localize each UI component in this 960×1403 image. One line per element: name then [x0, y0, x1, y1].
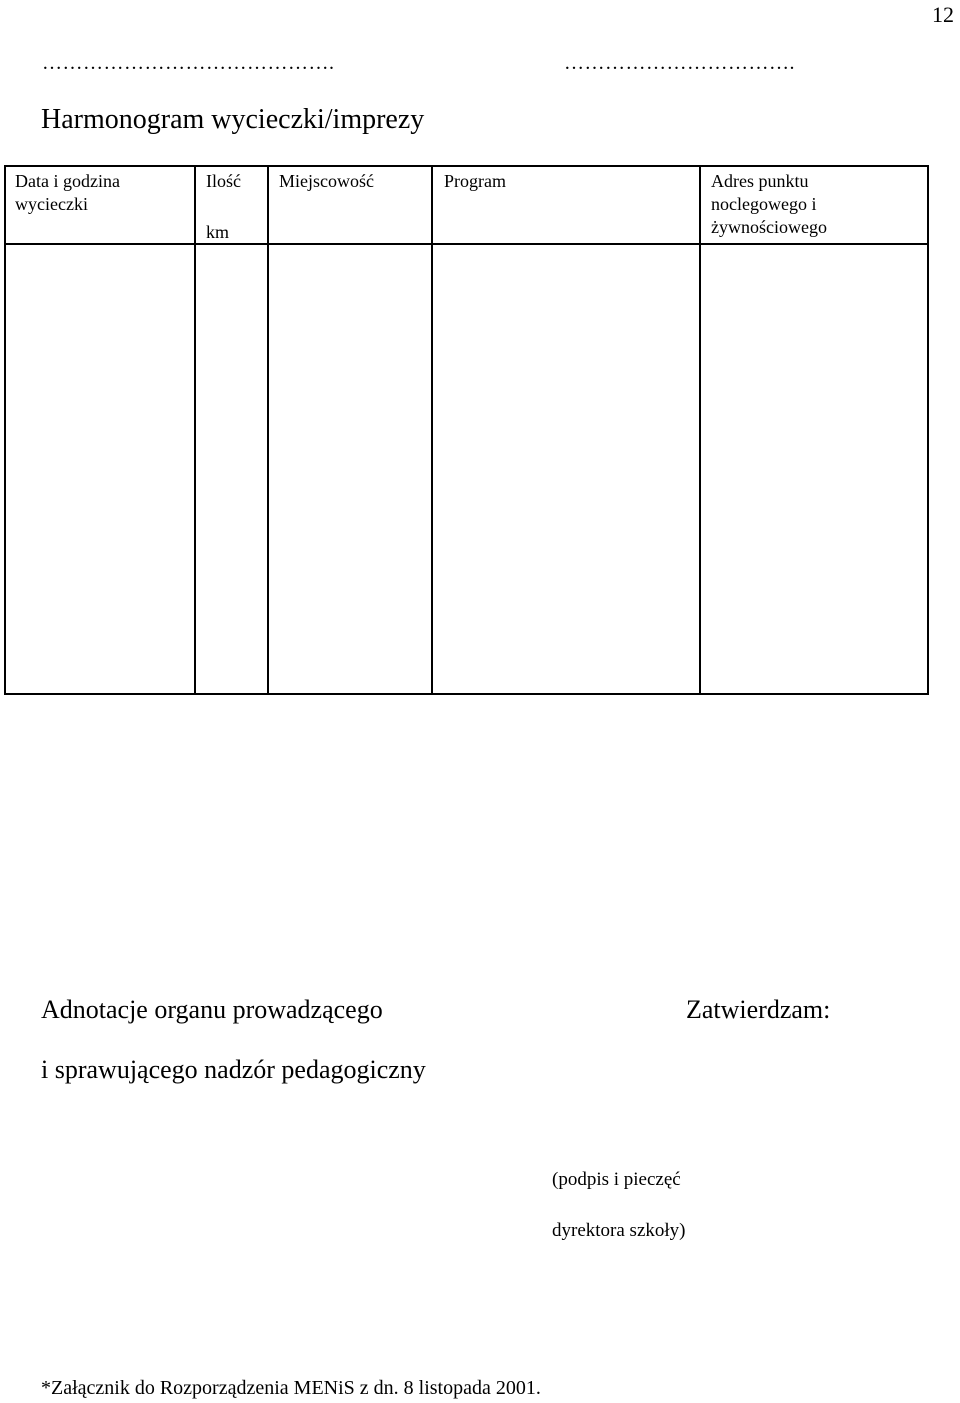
column-header-line: Program	[444, 171, 506, 191]
signature-caption-line2: dyrektora szkoły)	[552, 1220, 686, 1241]
column-header-distance	[206, 170, 241, 244]
table-column-divider	[431, 165, 433, 695]
page-title: Harmonogram wycieczki/imprezy	[41, 104, 425, 135]
column-header-spacer	[206, 193, 241, 221]
dotted-line-left: …………………………………….	[42, 52, 335, 74]
column-header-line: noclegowego i	[711, 194, 817, 214]
column-header-line: Miejscowość	[279, 171, 374, 191]
column-header-address	[711, 170, 827, 239]
signature-caption-line1: (podpis i pieczęć	[552, 1169, 681, 1190]
annotation-label-line2: i sprawującego nadzór pedagogiczny	[41, 1055, 426, 1084]
page-number: 12	[932, 2, 954, 27]
annotation-label-line1: Adnotacje organu prowadzącego	[41, 995, 383, 1024]
dotted-line-right: …………………………….	[564, 52, 795, 74]
column-header-line: żywnościowego	[711, 217, 827, 237]
footnote: *Załącznik do Rozporządzenia MENiS z dn. 8 listopada 2001.	[41, 1377, 541, 1399]
table-column-divider	[194, 165, 196, 695]
column-header-line: Adres punktu	[711, 171, 809, 191]
table-column-divider	[699, 165, 701, 695]
column-header-line: Data i godzina	[15, 171, 120, 191]
column-header-date	[15, 170, 120, 216]
column-header-line: wycieczki	[15, 194, 88, 214]
table-column-divider	[267, 165, 269, 695]
column-header-line: km	[206, 222, 230, 242]
table-header-separator	[4, 243, 929, 245]
column-header-location	[279, 170, 374, 193]
column-header-program	[444, 170, 506, 193]
approval-label: Zatwierdzam:	[686, 995, 831, 1024]
column-header-line: Ilość	[206, 171, 241, 191]
